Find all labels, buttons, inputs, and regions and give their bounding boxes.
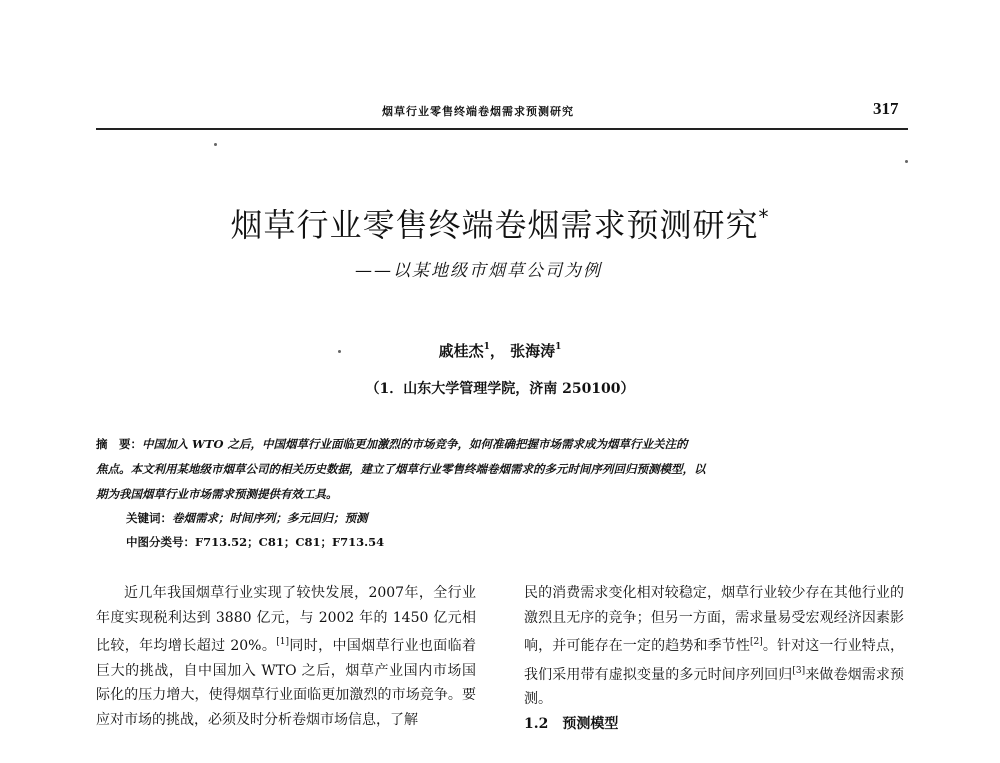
affiliation: （1．山东大学管理学院，济南 250100） (365, 381, 635, 397)
citation: [3] (792, 665, 806, 676)
section-heading: 1.2 预测模型 (524, 715, 619, 732)
abstract-label: 摘 要： (96, 437, 142, 451)
header-divider (96, 128, 908, 130)
classification-text: F713.52；C81；C81；F713.54 (195, 535, 385, 549)
abstract-text: 中国加入 WTO 之后，中国烟草行业面临更加激烈的市场竞争，如何准确把握市场需求成为烟草行业关注的 (142, 437, 688, 451)
scan-speck (214, 143, 217, 146)
author-name: 张海涛 (510, 342, 556, 360)
page-number: 317 (873, 99, 899, 118)
classification-label: 中图分类号： (126, 535, 195, 549)
keywords-label: 关键词： (126, 511, 172, 525)
title-footnote-mark: * (758, 205, 770, 229)
paper-title-text: 烟草行业零售终端卷烟需求预测研究 (230, 206, 759, 244)
citation: [2] (750, 637, 763, 648)
body-left-column (96, 581, 476, 733)
citation: [1] (276, 637, 289, 648)
body-text: 来做卷烟需求预测。 (524, 666, 904, 708)
classification (126, 534, 384, 550)
body-text: 。针对这一行业特点，我们采用带有虚拟变量的多元时间序列回归 (524, 638, 904, 683)
paper-subtitle: ——以某地级市烟草公司为例 (355, 261, 602, 281)
abstract-line (96, 436, 688, 452)
paper-title (0, 200, 1000, 246)
author-list (0, 340, 1000, 361)
keywords-text: 卷烟需求；时间序列；多元回归；预测 (172, 511, 368, 525)
body-text: 同时，中国烟草行业也面临着巨大的挑战，自中国加入 WTO 之后，烟草产业国内市场国际化的压力增大，使得烟草行业面临更加激烈的市场竞争。要应对市场的挑战，必须及时分析卷烟市场信息，了解 (96, 638, 476, 728)
author-name: 戚桂杰 (438, 342, 484, 360)
scan-speck (905, 160, 908, 163)
paragraph (524, 581, 904, 712)
author-affiliation-mark: 1 (555, 342, 562, 352)
body-right-column (524, 581, 904, 737)
paragraph (96, 581, 476, 733)
author-affiliation-mark: 1 (483, 342, 490, 352)
body-text: 近几年我国烟草行业实现了较快发展，2007年，全行业年度实现税利达到 3880 亿元，与 2002 年的 1450 亿元相比较，年均增长超过 20%。 (96, 585, 476, 655)
keywords (126, 510, 368, 526)
author-separator: ， (489, 342, 505, 360)
body-text: 民的消费需求变化相对较稳定，烟草行业较少存在其他行业的激烈且无序的竞争；但另一方面，需求量易受宏观经济因素影响，并可能存在一定的趋势和季节性 (524, 585, 904, 655)
abstract-line: 焦点。本文利用某地级市烟草公司的相关历史数据，建立了烟草行业零售终端卷烟需求的多元时间序列回归预测模型，以 (96, 462, 706, 476)
running-header-title: 烟草行业零售终端卷烟需求预测研究 (382, 105, 574, 118)
abstract-line: 期为我国烟草行业市场需求预测提供有效工具。 (96, 487, 338, 501)
